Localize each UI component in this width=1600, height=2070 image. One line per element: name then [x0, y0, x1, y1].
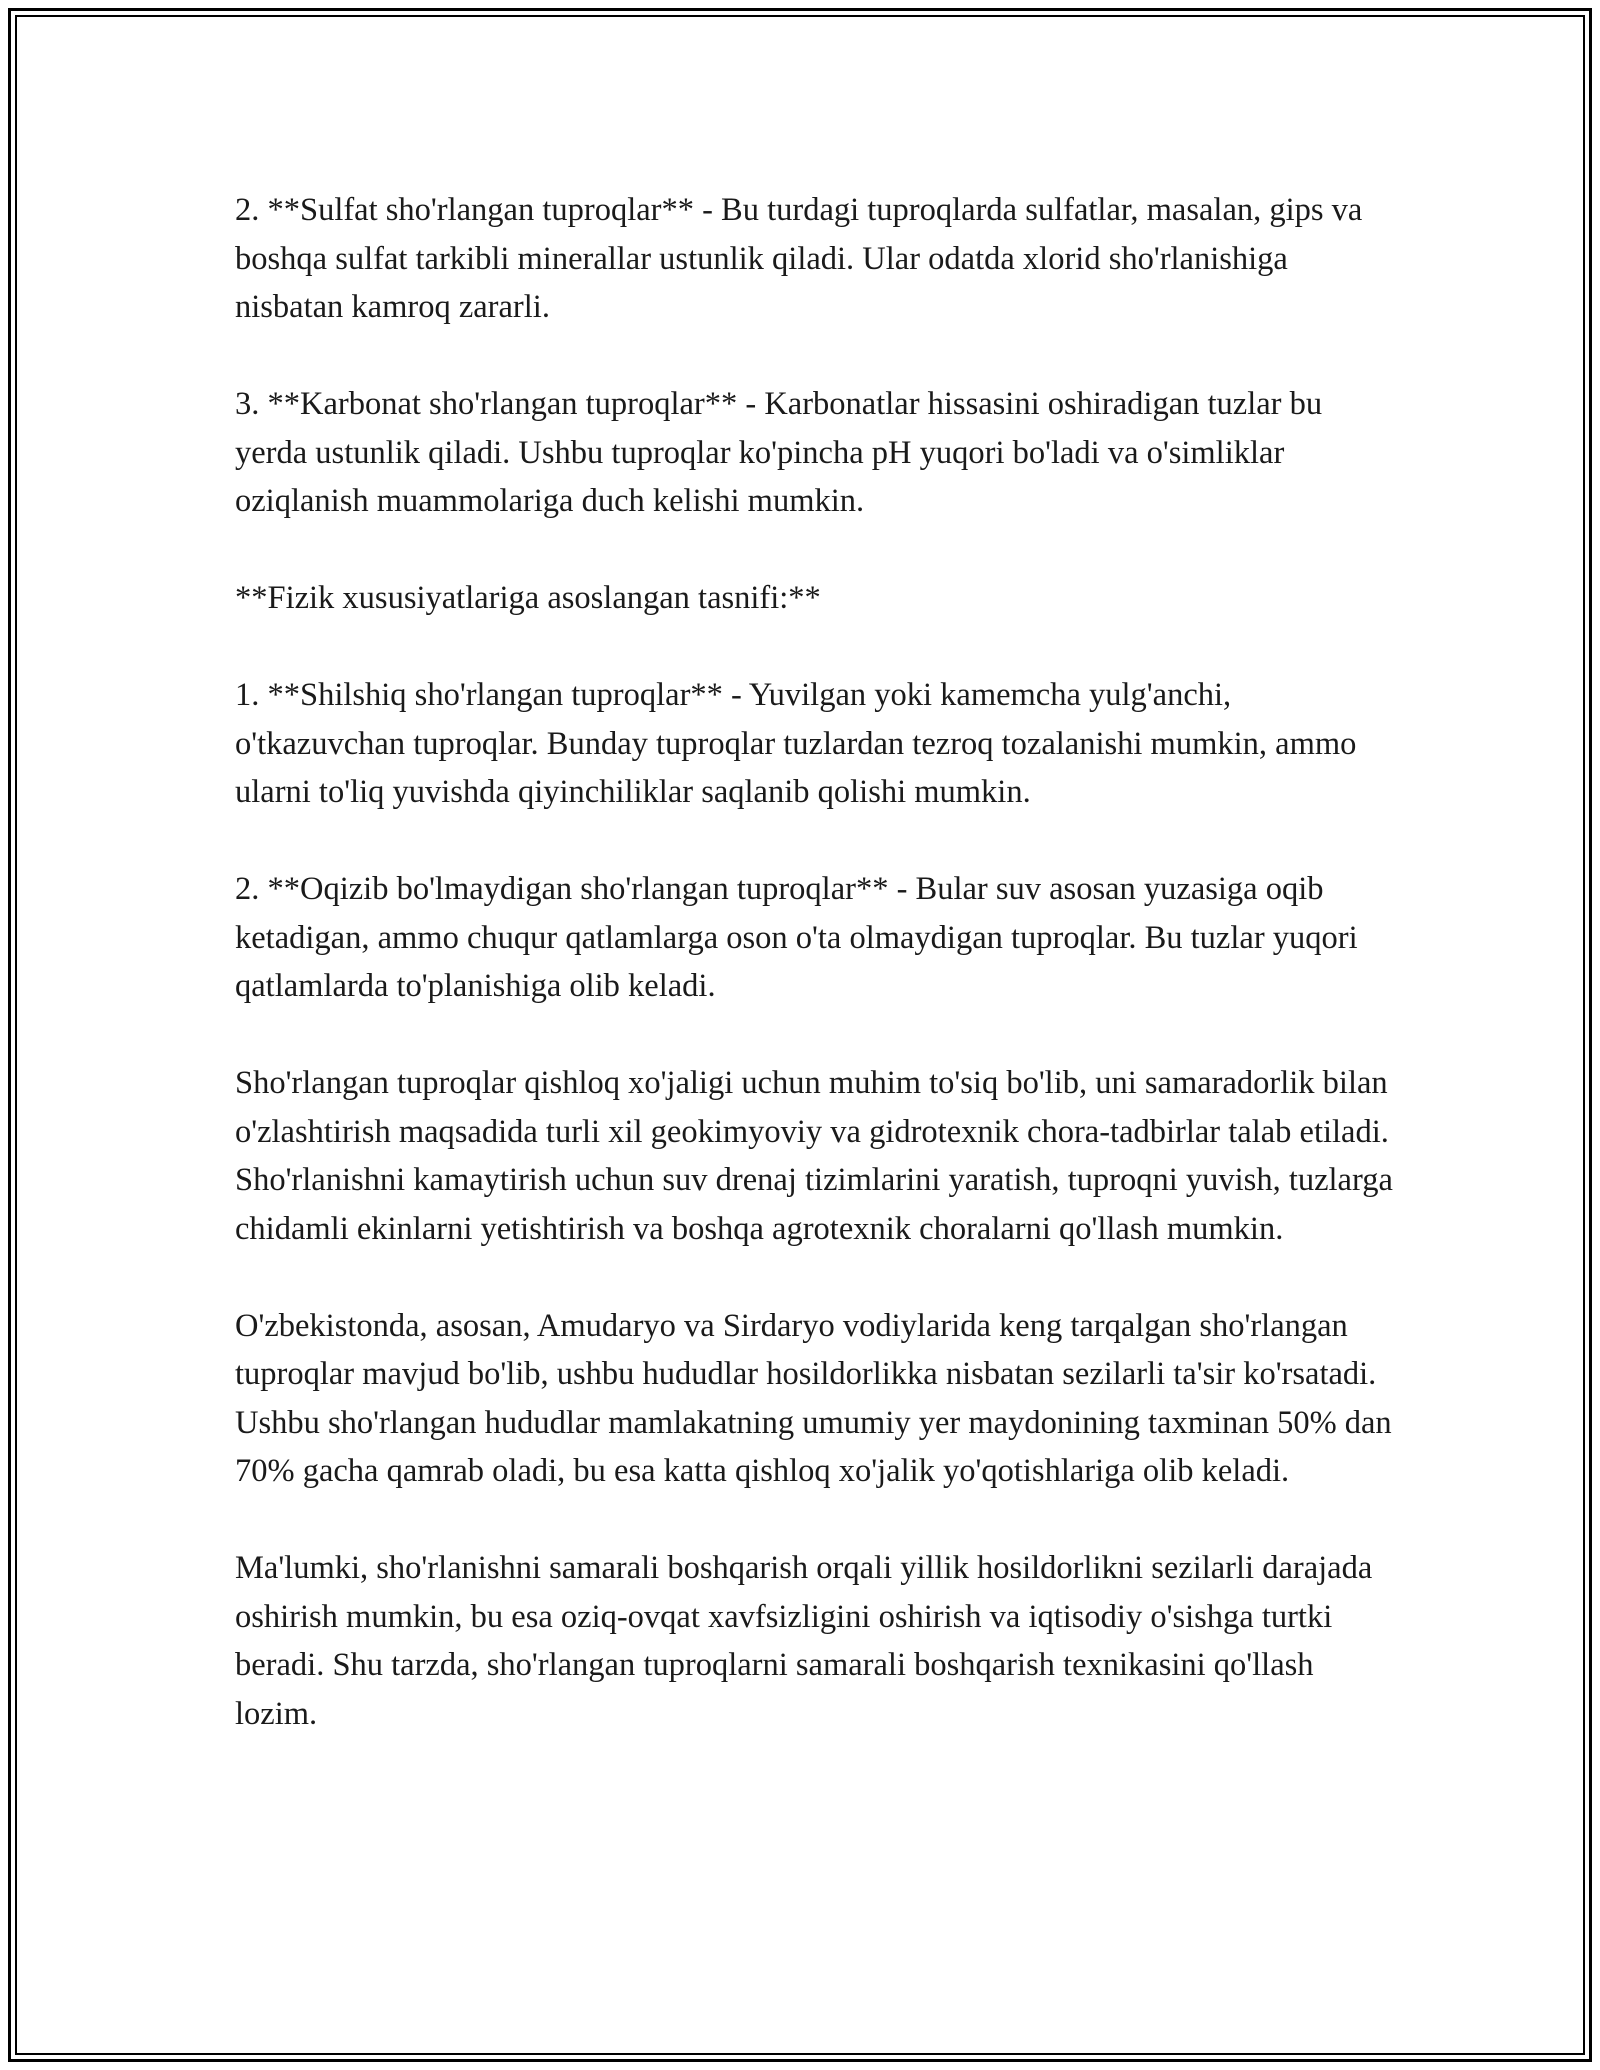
- paragraph-qishloq-xojaligi: Sho'rlangan tuproqlar qishloq xo'jaligi uchun muhim to'siq bo'lib, uni samaradorlik bilan o'zlashtirish maqsadida turli xil geokimyoviy va gidrotexnik chora-tadbirlar talab etiladi. Sho'rlanishni kamaytirish uchun suv drenaj tizimlarini yaratish, tuproqni yuvish, tuzlarga chidamli ekinlarni yetishtirish va boshqa agrotexnik choralarni qo'llash mumkin.: [235, 1065, 1393, 1247]
- paragraph-ozbekiston: O'zbekistonda, asosan, Amudaryo va Sirdaryo vodiylarida keng tarqalgan sho'rlangan tuproqlar mavjud bo'lib, ushbu hududlar hosildorlikka nisbatan sezilarli ta'sir ko'rsatadi. Ushbu sho'rlangan hududlar mamlakatning umumiy yer maydonining taxminan 50% dan 70% gacha qamrab oladi, bu esa katta qishloq xo'jalik yo'qotishlariga olib keladi.: [235, 1307, 1392, 1489]
- paragraph-malumki: Ma'lumki, sho'rlanishni samarali boshqarish orqali yillik hosildorlikni sezilarli darajada oshirish mumkin, bu esa oziq-ovqat xavfsizligini oshirish va iqtisodiy o'sishga turtki beradi. Shu tarzda, sho'rlangan tuproqlarni samarali boshqarish texnikasini qo'llash lozim.: [235, 1550, 1373, 1732]
- document-body: [235, 186, 1395, 1787]
- paragraph-shilshiq: 1. **Shilshiq sho'rlangan tuproqlar** - Yuvilgan yoki kamemcha yulg'anchi, o'tkazuvchan tuproqlar. Bunday tuproqlar tuzlardan tezroq tozalanishi mumkin, ammo ularni to'liq yuvishda qiyinchiliklar saqlanib qolishi mumkin.: [235, 677, 1357, 810]
- paragraph-karbonat: 3. **Karbonat sho'rlangan tuproqlar** - Karbonatlar hissasini oshiradigan tuzlar bu yerda ustunlik qiladi. Ushbu tuproqlar ko'pincha pH yuqori bo'ladi va o'simliklar oziqlanish muammolariga duch kelishi mumkin.: [235, 386, 1323, 519]
- section-heading-fizik: **Fizik xususiyatlariga asoslangan tasnifi:**: [235, 580, 821, 616]
- paragraph-oqizib: 2. **Oqizib bo'lmaydigan sho'rlangan tuproqlar** - Bular suv asosan yuzasiga oqib ketadigan, ammo chuqur qatlamlarga oson o'ta olmaydigan tuproqlar. Bu tuzlar yuqori qatlamlarda to'planishiga olib keladi.: [235, 871, 1358, 1004]
- paragraph-sulfat: 2. **Sulfat sho'rlangan tuproqlar** - Bu turdagi tuproqlarda sulfatlar, masalan, gips va boshqa sulfat tarkibli minerallar ustunlik qiladi. Ular odatda xlorid sho'rlanishiga nisbatan kamroq zararli.: [235, 192, 1363, 325]
